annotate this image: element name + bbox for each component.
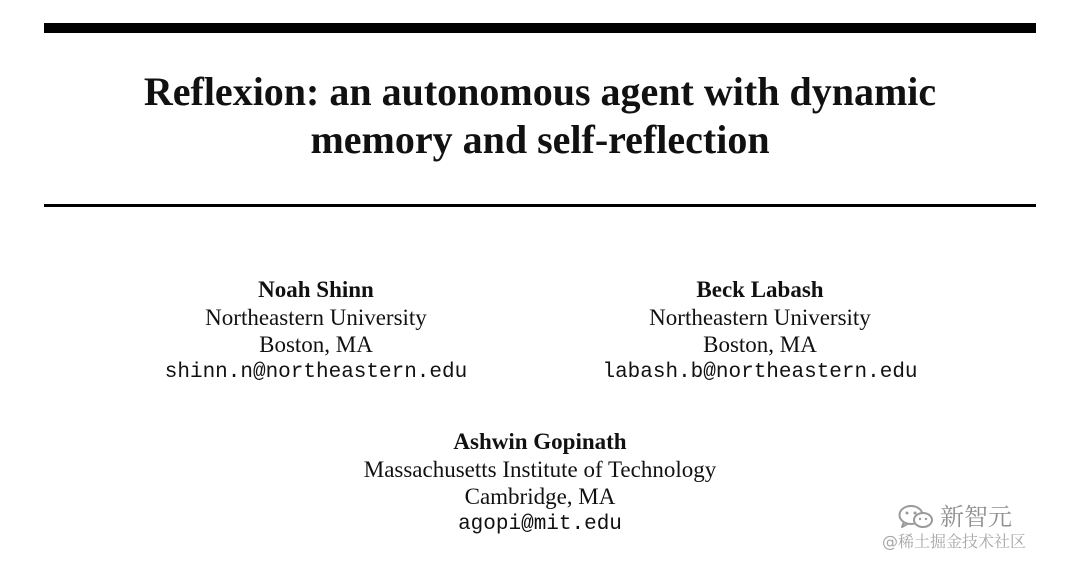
author-name: Beck Labash (696, 277, 824, 302)
title-line-1: Reflexion: an autonomous agent with dynamic (143, 69, 937, 114)
watermark-sub: @稀土掘金技术社区 (882, 532, 1027, 551)
watermark (882, 502, 1072, 556)
author-block-2 (556, 276, 964, 386)
author-location: Boston, MA (703, 332, 817, 357)
author-email: agopi@mit.edu (458, 512, 622, 536)
author-affiliation: Northeastern University (649, 304, 871, 330)
author-affiliation: Northeastern University (205, 304, 427, 330)
top-rule (44, 23, 1036, 33)
title-line-2: memory and self-reflection (310, 117, 770, 162)
watermark-brand: 新智元 (940, 503, 1012, 531)
author-location: Cambridge, MA (464, 484, 616, 509)
author-email: shinn.n@northeastern.edu (164, 360, 468, 384)
author-email: labash.b@northeastern.edu (602, 360, 918, 384)
author-name: Noah Shinn (258, 277, 374, 302)
author-affiliation: Massachusetts Institute of Technology (363, 456, 717, 482)
wechat-icon (898, 504, 934, 530)
paper-title (44, 68, 1036, 164)
author-location: Boston, MA (259, 332, 373, 357)
author-name: Ashwin Gopinath (453, 429, 627, 454)
author-block-3 (290, 428, 790, 538)
author-block-1 (112, 276, 520, 386)
bottom-rule (44, 204, 1036, 207)
